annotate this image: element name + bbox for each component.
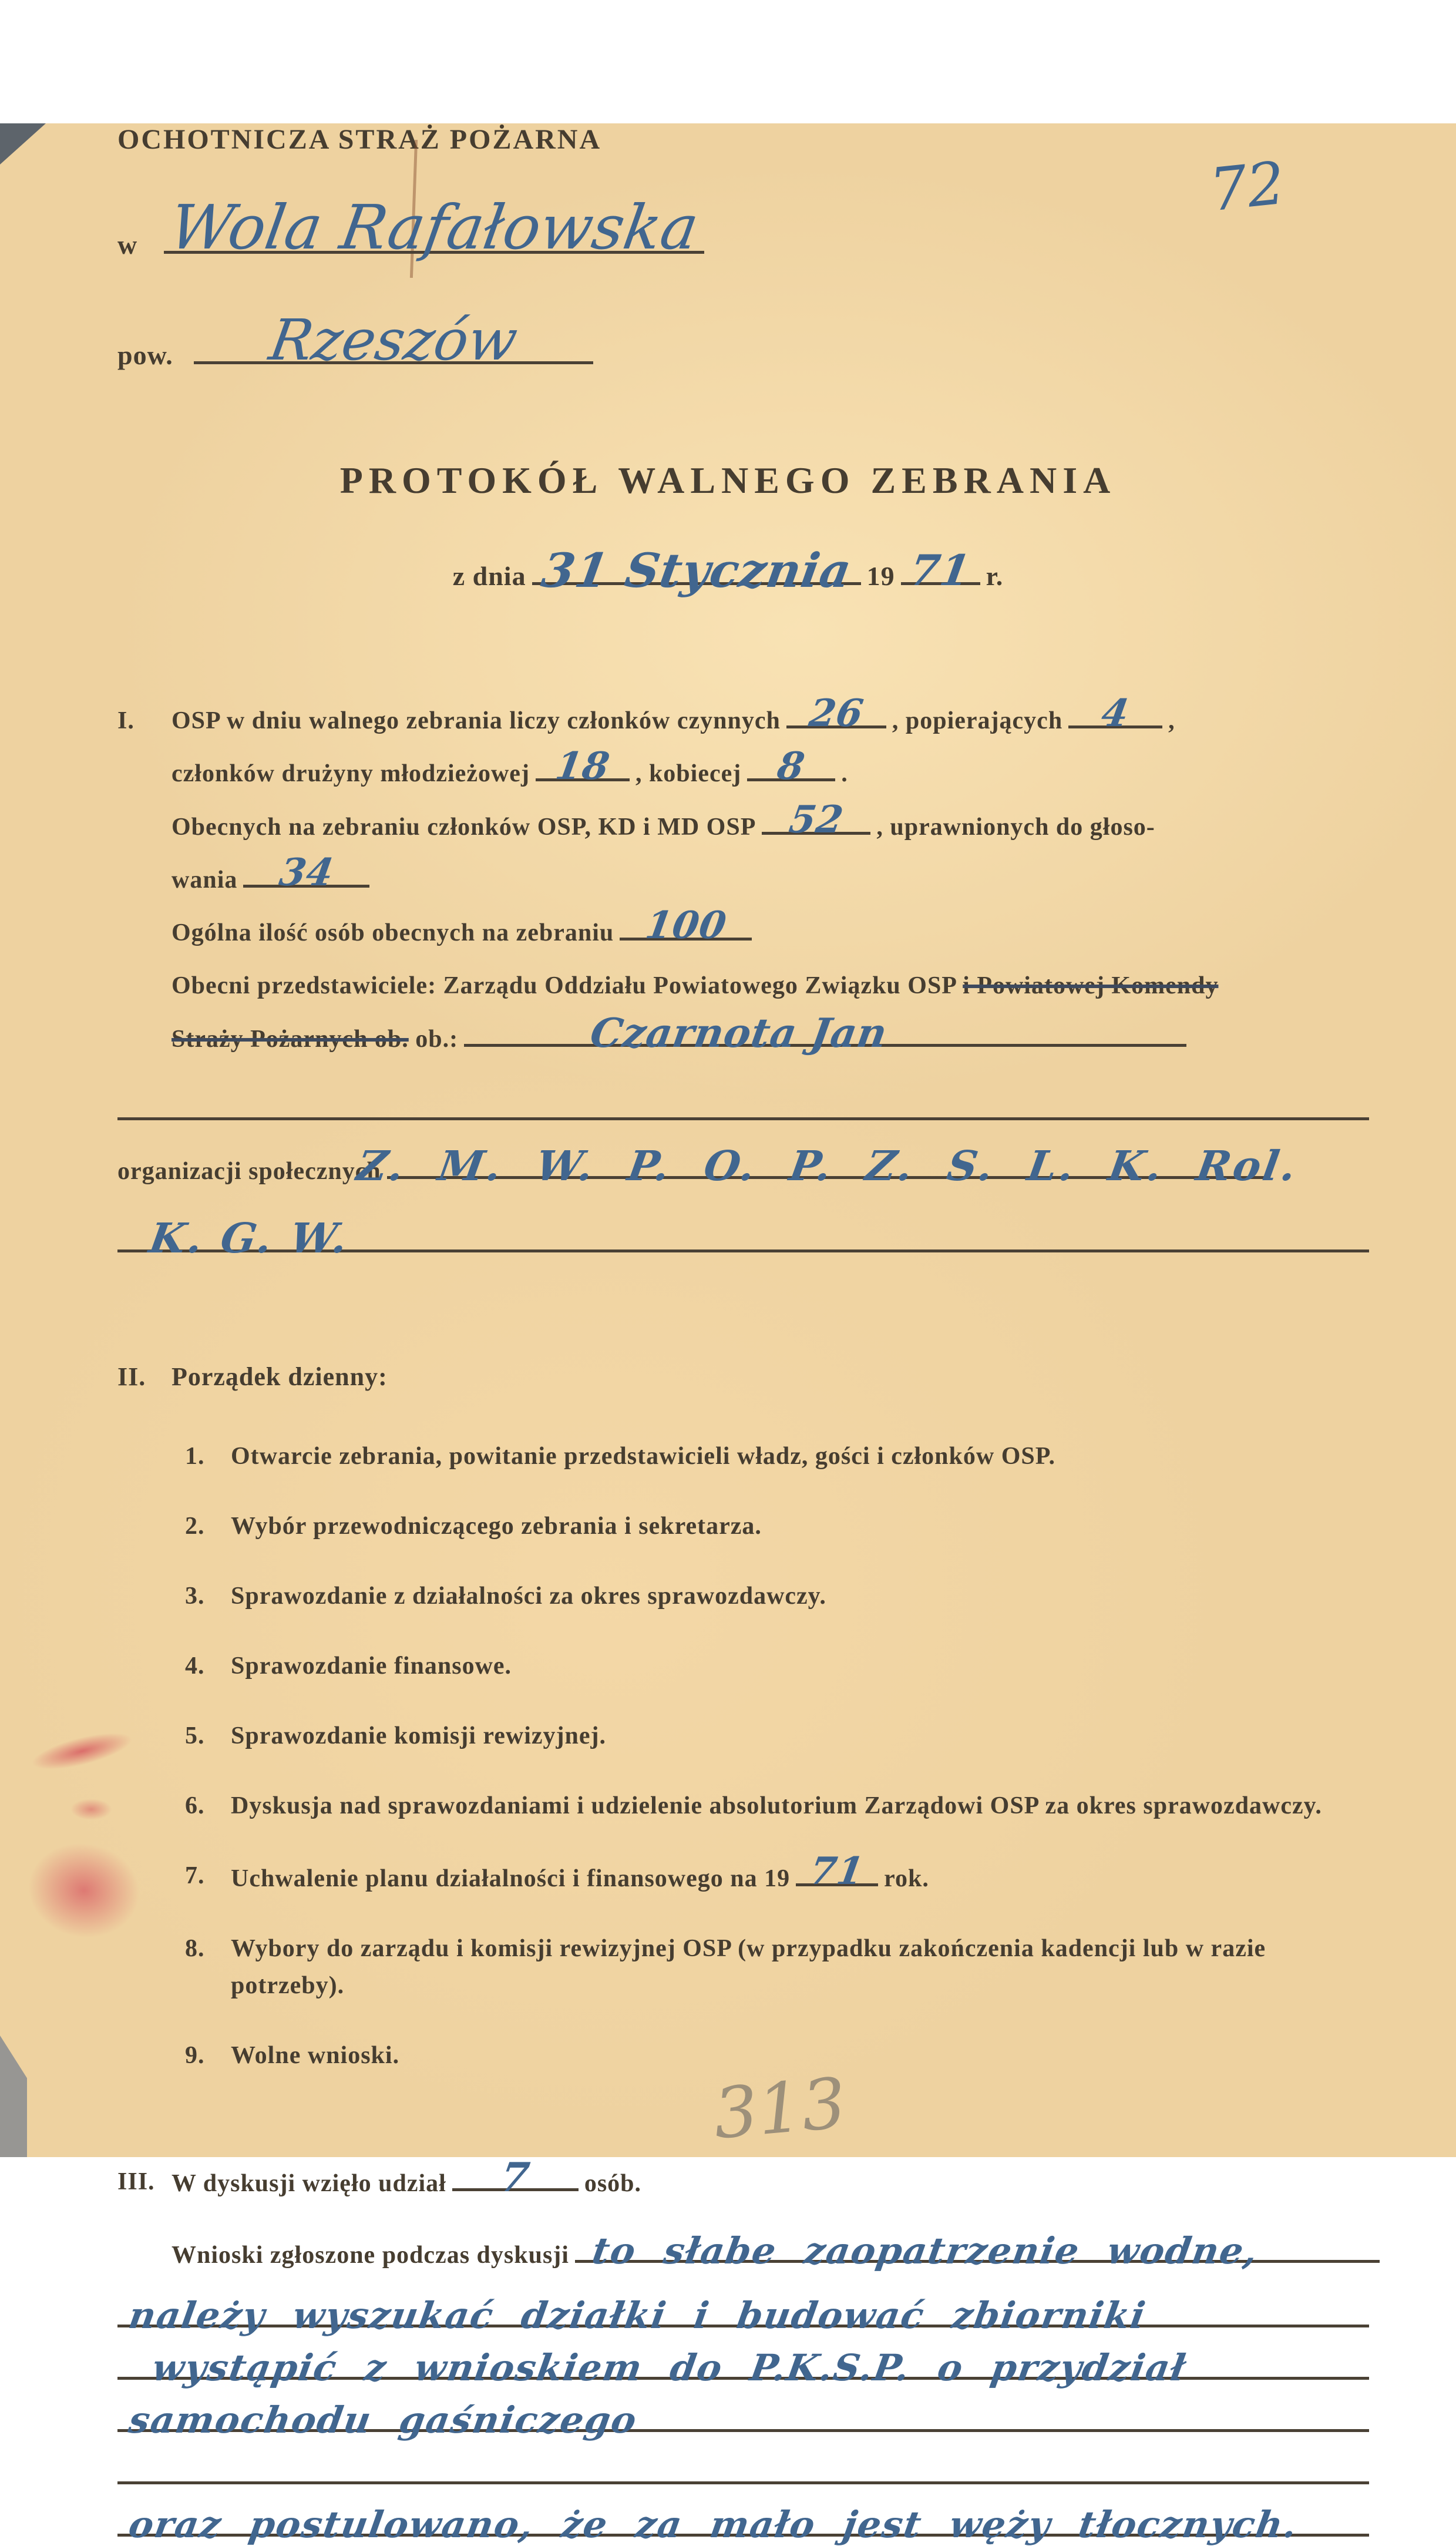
section-2-numeral: II. [117, 1362, 146, 1392]
motions-ruled-line [117, 2484, 1369, 2546]
scanned-protocol-page [0, 123, 1456, 2546]
section-membership [117, 691, 1369, 1263]
obecnych-blank [762, 797, 870, 842]
section-3-numeral: III. [117, 2168, 155, 2195]
plan-year-blank [796, 1849, 878, 1893]
agenda-item [185, 1648, 1369, 1685]
motions-blank [575, 2229, 1380, 2273]
handwritten-county: Rzeszów [265, 307, 522, 373]
agenda-item-text: Wybory do zarządu i komisji rewizyjnej OSP (w przypadku zakończenia kadencji lub w razie potrzeby). [231, 1934, 1266, 1999]
handwritten-ogolna-count: 100 [642, 903, 730, 948]
handwritten-organizations-2: K. G. W. [146, 1214, 354, 1263]
struck-text-strazy-pozarnych: Straży Pożarnych ob. [172, 1025, 409, 1053]
text-obecnych: Obecnych na zebraniu członków OSP, KD i MD OSP [172, 813, 756, 841]
handwritten-organizations: Z. M. W. P. O. P. Z. S. L. K. Rol. [353, 1141, 1302, 1191]
text-czynnych: OSP w dniu walnego zebrania liczy członków czynnych [172, 707, 781, 734]
handwritten-kobiecej-count: 8 [774, 744, 809, 789]
date-prefix: z dnia [452, 561, 526, 591]
text-udzial: W dyskusji wzięło udział [172, 2169, 446, 2197]
handwritten-motion-line-3: wystąpić z wnioskiem do P.K.S.P. o przydział [149, 2346, 1190, 2390]
agenda-item-text-suffix: rok. [884, 1865, 929, 1892]
handwritten-representative-name: Czarnota Jan [587, 1009, 891, 1057]
agenda-item-number: 9. [185, 2041, 205, 2069]
motions-ruled-line [117, 2275, 1369, 2337]
year-blank [901, 545, 980, 595]
organizations-blank [353, 1141, 1302, 1191]
text-uprawnionych: , uprawnionych do głoso- [876, 813, 1155, 841]
agenda-item [185, 1718, 1369, 1755]
year-prefix: 19 [866, 561, 895, 591]
members-line-3 [172, 797, 1369, 854]
members-line-4 [172, 850, 1369, 906]
handwritten-obecnych-count: 52 [786, 797, 847, 842]
text-kobiecej: , kobiecej [635, 760, 742, 788]
organization-name: OCHOTNICZA STRAŻ POŻARNA [117, 124, 602, 155]
handwritten-plan-year: 71 [806, 1849, 867, 1893]
section-agenda [117, 1349, 1369, 2074]
location-blank [164, 192, 704, 263]
attendance-total-line [172, 903, 1369, 959]
location-label: w [117, 230, 138, 260]
text-period: . [841, 760, 848, 788]
agenda-item-text: Sprawozdanie finansowe. [231, 1652, 512, 1680]
agenda-item-text: Dyskusja nad sprawozdaniami i udzielenie absolutorium Zarządowi OSP za okres sprawozdawczy. [231, 1792, 1322, 1819]
agenda-item-number: 2. [185, 1512, 205, 1540]
text-wania: wania [172, 866, 238, 894]
agenda-item-number: 1. [185, 1442, 205, 1470]
agenda-item-text: Otwarcie zebrania, powitanie przedstawicieli władz, gości i członków OSP. [231, 1442, 1056, 1470]
text-ob: ob.: [415, 1025, 459, 1053]
members-line-1 [172, 691, 1369, 747]
udzial-blank [452, 2154, 579, 2201]
text-wnioski: Wnioski zgłoszone podczas dyskusji [172, 2242, 569, 2269]
wania-blank [243, 850, 369, 895]
pencil-archive-number: 313 [710, 2062, 849, 2155]
handwritten-czynnych-count: 26 [806, 691, 867, 735]
discussion-count-line [172, 2154, 1369, 2204]
agenda-item-number: 5. [185, 1722, 205, 1749]
kobiecej-blank [747, 744, 835, 789]
county-label: pow. [117, 340, 173, 370]
motions-ruled-line [117, 2432, 1369, 2484]
agenda-item-number: 8. [185, 1934, 205, 1962]
ogolna-blank [620, 903, 752, 948]
text-ogolna: Ogólna ilość osób obecnych na zebraniu [172, 919, 614, 947]
agenda-item [185, 1788, 1369, 1825]
section-discussion [117, 2154, 1369, 2546]
document-title: PROTOKÓŁ WALNEGO ZEBRANIA [339, 459, 1117, 501]
year-suffix: r. [986, 561, 1004, 591]
agenda-heading: Porządek dzienny: [172, 1362, 388, 1392]
representatives-line-2 [172, 1009, 1369, 1066]
handwritten-motion-line-1: to słabe zaopatrzenie wodne, [589, 2229, 1262, 2273]
text-mlodziezowej: członków drużyny młodzieżowej [172, 760, 530, 788]
agenda-item [185, 1508, 1369, 1545]
section-1-numeral: I. [117, 707, 134, 734]
blank-ruled-line [117, 1198, 1369, 1263]
handwritten-year: 71 [906, 545, 974, 595]
agenda-list [185, 1438, 1369, 2074]
location-fill-row [117, 192, 1456, 263]
text-organizacji: organizacji społecznych [117, 1158, 381, 1185]
handwritten-motion-line-6: oraz postulowano, że za mało jest węży tłocznych. [126, 2503, 1301, 2546]
agenda-item-text: Sprawozdanie z działalności za okres sprawozdawczy. [231, 1582, 826, 1610]
agenda-item-text: Wybór przewodniczącego zebrania i sekretarza. [231, 1512, 762, 1540]
text-comma: , [1168, 707, 1175, 734]
agenda-item [185, 1849, 1369, 1897]
county-fill-row [117, 307, 1456, 373]
agenda-item-number: 6. [185, 1792, 205, 1819]
motions-label-line [172, 2229, 1369, 2275]
czynnych-blank [786, 691, 886, 735]
agenda-item-text-prefix: Uchwalenie planu działalności i finansowego na 19 [231, 1865, 791, 1892]
representative-name-blank [464, 1009, 1186, 1057]
agenda-item-number: 3. [185, 1582, 205, 1610]
blank-ruled-line [117, 1066, 1369, 1120]
handwritten-location: Wola Rafałowska [164, 192, 704, 263]
handwritten-wania-count: 34 [276, 850, 337, 895]
scan-corner-artifact-top-left [0, 123, 46, 164]
handwritten-mlodziezowej-count: 18 [552, 744, 613, 789]
handwritten-date: 31 Stycznia [537, 543, 855, 598]
agenda-item-number: 4. [185, 1652, 205, 1680]
members-line-2 [172, 744, 1369, 800]
agenda-item-text: Wolne wnioski. [231, 2041, 400, 2069]
representatives-line-1 [172, 959, 1369, 1012]
popierajacych-blank [1068, 691, 1162, 735]
motions-ruled-line [117, 2327, 1369, 2390]
agenda-item [185, 1930, 1369, 2004]
mlodziezowej-blank [536, 744, 630, 789]
county-blank [194, 307, 593, 373]
agenda-item-text: Sprawozdanie komisji rewizyjnej. [231, 1722, 607, 1749]
text-przedstawiciele: Obecni przedstawiciele: Zarządu Oddziału Powiatowego Związku OSP [172, 972, 956, 1000]
date-line [0, 543, 1456, 598]
motions-ruled-line [117, 2380, 1369, 2442]
handwritten-motion-line-2: należy wyszukać działki i budować zbiorniki [126, 2294, 1149, 2337]
date-blank [532, 543, 861, 598]
social-organizations-line [117, 1141, 1369, 1198]
handwritten-popierajacych-count: 4 [1098, 691, 1132, 735]
agenda-item [185, 1578, 1369, 1615]
struck-text-powiatowej-komendy: i Powiatowej Komendy [963, 972, 1219, 1000]
scan-corner-artifact-bottom-left [0, 2036, 27, 2157]
agenda-item [185, 1438, 1369, 1475]
text-popierajacych: , popierających [892, 707, 1063, 734]
handwritten-motion-line-4: samochodu gaśniczego [126, 2399, 641, 2442]
handwritten-udzial-count: 7 [497, 2154, 533, 2201]
text-osob: osób. [584, 2169, 642, 2197]
red-ink-smudge [70, 1799, 112, 1820]
agenda-item-number: 7. [185, 1862, 205, 1889]
handwritten-page-number: 72 [1206, 148, 1288, 225]
